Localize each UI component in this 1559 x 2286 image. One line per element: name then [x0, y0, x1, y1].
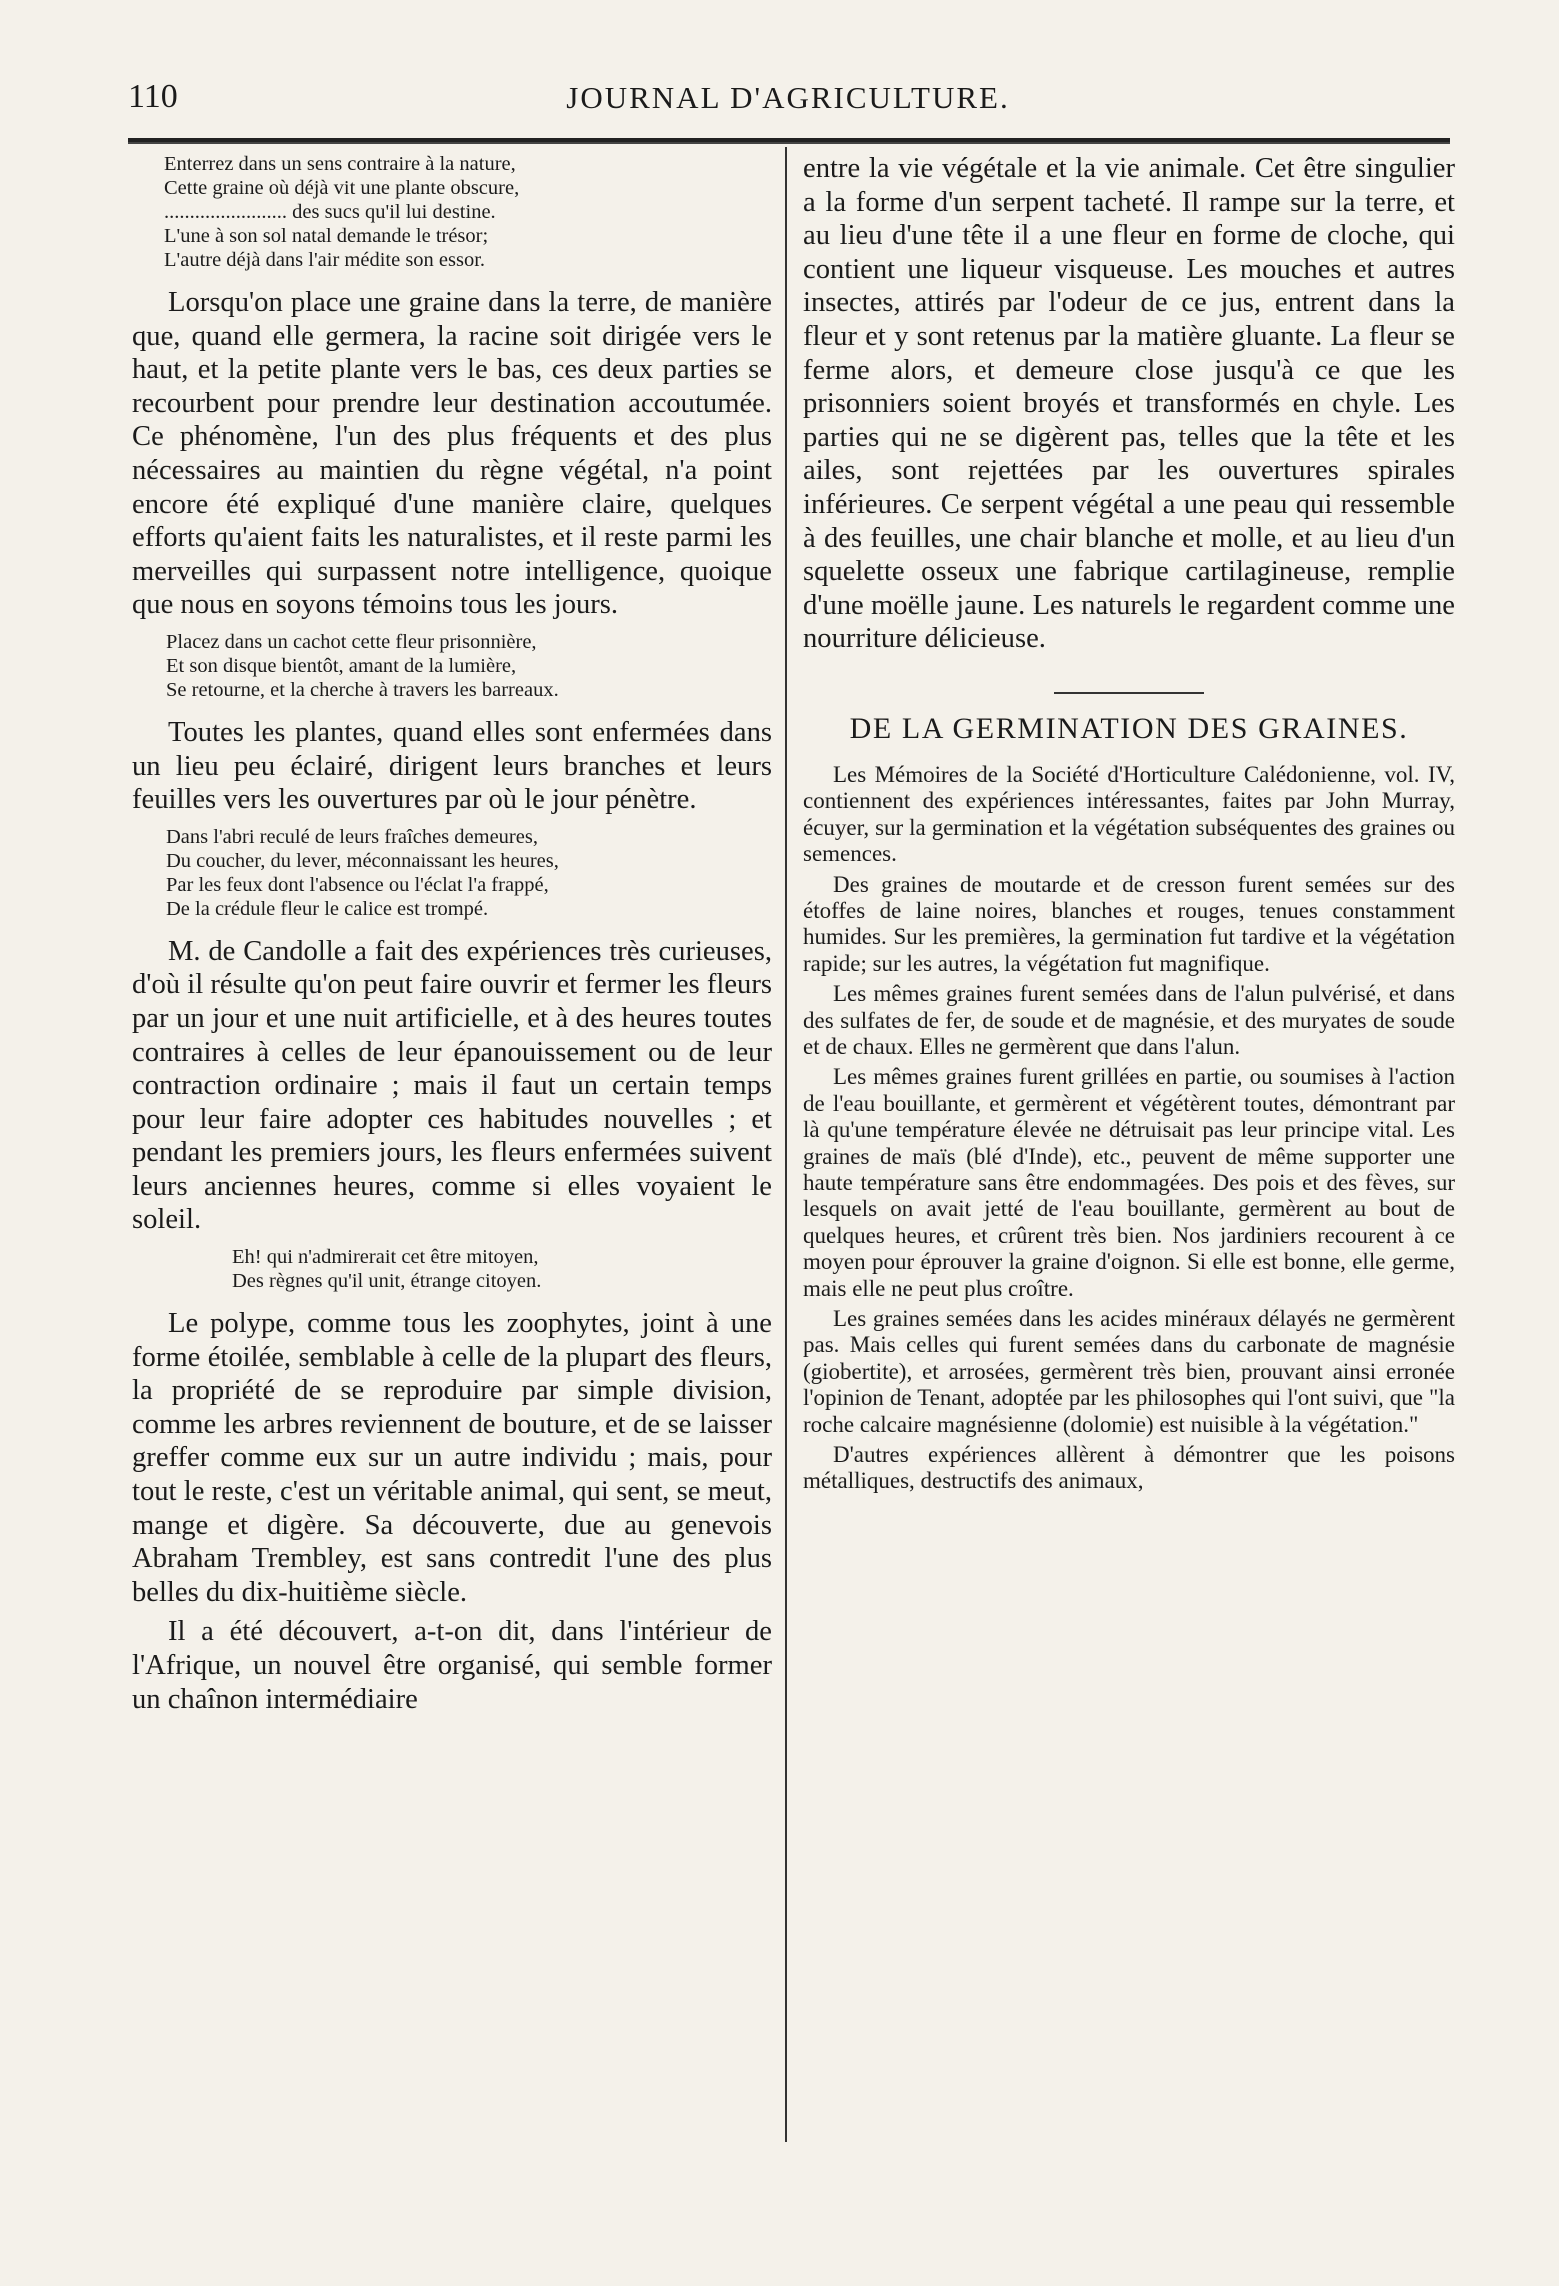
- verse-line: Eh! qui n'admirerait cet être mitoyen,: [232, 1246, 539, 1269]
- verse-line: L'une à son sol natal demande le trésor;: [164, 225, 489, 247]
- verse-block: [132, 825, 772, 921]
- paragraph: entre la vie végétale et la vie animale. Cet être singulier a la forme d'un serpent tacheté. Il rampe sur la terre, et au lieu d'une tête il a une fleur en forme de cloche, qui contient une liqueur visqueuse. Les mouches et autres insectes, attirés par l'odeur de ce jus, entrent dans la fleur et y sont retenus par la matière gluante. La fleur se ferme alors, et demeure close jusqu'à ce que les prisonniers soient broyés et transformés en chyle. Les parties qui ne se digèrent pas, telles que la tête et les ailes, sont rejettées par les ouvertures spirales inférieures. Ce serpent végétal a une peau qui ressemble à des feuilles, une chair blanche et molle, et au lieu d'un squelette osseux une fabrique cartilagineuse, remplie d'une moëlle jaune. Les naturels le regardent comme une nourriture délicieuse.: [803, 153, 1455, 655]
- paragraph: Les mêmes graines furent semées dans de l'alun pulvérisé, et dans des sulfates de fer, de soude et de magnésie, et des muryates de soude et de chaux. Elles ne germèrent que dans l'alun.: [803, 981, 1455, 1059]
- paragraph: Les graines semées dans les acides minéraux délayés ne germèrent pas. Mais celles qui furent semées dans du carbonate de magnésie (giobertite), et arrosées, germèrent très bien, prouvant ainsi erronée l'opinion de Tenant, adoptée par les philosophes qui l'ont suivi, que "la roche calcaire magnésienne (dolomie) est nuisible à la végétation.": [803, 1306, 1455, 1437]
- paragraph: Le polype, comme tous les zoophytes, joint à une forme étoilée, semblable à celle de la plupart des fleurs, la propriété de se reproduire par simple division, comme les arbres reviennent de bouture, et de se laisser greffer comme eux sur un autre individu ; mais, pour tout le reste, c'est un véritable animal, qui sent, se meut, mange et digère. Sa découverte, due au genevois Abraham Trembley, est sans contredit l'une des plus belles du dix-huitième siècle.: [132, 1308, 772, 1608]
- section-divider: [1054, 692, 1204, 694]
- paragraph: Il a été découvert, a-t-on dit, dans l'intérieur de l'Afrique, un nouvel être organisé, qui semble former un chaînon intermédiaire: [132, 1616, 772, 1715]
- section-title: DE LA GERMINATION DES GRAINES.: [849, 711, 1409, 745]
- verse-line: Dans l'abri reculé de leurs fraîches demeures,: [166, 825, 538, 848]
- verse-line: Du coucher, du lever, méconnaissant les heures,: [166, 849, 559, 872]
- left-column: [132, 152, 772, 1722]
- verse-line: Par les feux dont l'absence ou l'éclat l'a frappé,: [166, 873, 549, 896]
- verse-block: [132, 630, 772, 702]
- verse-line: Placez dans un cachot cette fleur prisonnière,: [166, 630, 537, 653]
- column-separator: [785, 147, 787, 2142]
- verse-line: Se retourne, et la cherche à travers les barreaux.: [166, 678, 559, 701]
- page-header: [128, 78, 1448, 128]
- paragraph: Les mêmes graines furent grillées en partie, ou soumises à l'action de l'eau bouillante, et germèrent et végétèrent toutes, démontrant par là qu'une température élevée ne détruisait pas leur principe vital. Les graines de maïs (blé d'Inde), etc., peuvent de même supporter une haute température sans être endommagées. Des pois et des fèves, sur lesquels on avait jetté de l'eau bouillante, germèrent au bout de quelques heures, et crûrent très bien. Nos jardiniers recourent à ce moyen pour éprouver la graine d'oignon. Si elle est bonne, elle germe, mais elle ne peut plus croître.: [803, 1064, 1455, 1301]
- running-title: JOURNAL D'AGRICULTURE.: [566, 80, 1010, 115]
- verse-line: De la crédule fleur le calice est trompé.: [166, 897, 489, 920]
- verse-line: ........................ des sucs qu'il lui destine.: [164, 201, 496, 223]
- header-rule: [128, 138, 1450, 144]
- paragraph: D'autres expériences allèrent à démontrer que les poisons métalliques, destructifs des animaux,: [803, 1442, 1455, 1494]
- paragraph: Des graines de moutarde et de cresson furent semées sur des étoffes de laine noires, blanches et rouges, tenues constamment humides. Sur les premières, la germination fut tardive et la végétation rapide; sur les autres, la végétation fut magnifique.: [803, 871, 1455, 976]
- paragraph: Toutes les plantes, quand elles sont enfermées dans un lieu peu éclairé, dirigent leurs branches et leurs feuilles vers les ouvertures par où le jour pénètre.: [132, 716, 772, 816]
- verse-line: Des règnes qu'il unit, étrange citoyen.: [232, 1270, 542, 1293]
- verse-line: Et son disque bientôt, amant de la lumière,: [166, 654, 517, 677]
- verse-block: [132, 152, 772, 272]
- verse-line: Enterrez dans un sens contraire à la nature,: [164, 153, 516, 175]
- verse-block: [132, 1245, 772, 1293]
- paragraph: Les Mémoires de la Société d'Horticulture Calédonienne, vol. IV, contiennent des expériences intéressantes, faites par John Murray, écuyer, sur la germination et la végétation subséquentes des graines ou semences.: [803, 761, 1455, 867]
- right-column: [803, 152, 1455, 1499]
- verse-line: L'autre déjà dans l'air médite son essor.: [164, 249, 486, 271]
- page-number: 110: [128, 78, 178, 115]
- paragraph: Lorsqu'on place une graine dans la terre, de manière que, quand elle germera, la racine soit dirigée vers le haut, et la petite plante vers le bas, ces deux parties se recourbent pour prendre leur destination accoutumée. Ce phénomène, l'un des plus fréquents et des plus nécessaires au maintien du règne végétal, n'a point encore été expliqué d'une manière claire, quelques efforts qu'aient faits les naturalistes, et il reste parmi les merveilles qui surpassent notre intelligence, quoique que nous en soyons témoins tous les jours.: [132, 287, 772, 621]
- verse-line: Cette graine où déjà vit une plante obscure,: [164, 177, 520, 199]
- paragraph: M. de Candolle a fait des expériences très curieuses, d'où il résulte qu'on peut faire ouvrir et fermer les fleurs par un jour et une nuit artificielle, et à des heures toutes contraires à celles de leur épanouissement ou de leur contraction ordinaire ; mais il faut un certain temps pour leur faire adopter ces habitudes nouvelles ; et pendant les premiers jours, les fleurs enfermées suivent leurs anciennes heures, comme si elles voyaient le soleil.: [132, 935, 772, 1236]
